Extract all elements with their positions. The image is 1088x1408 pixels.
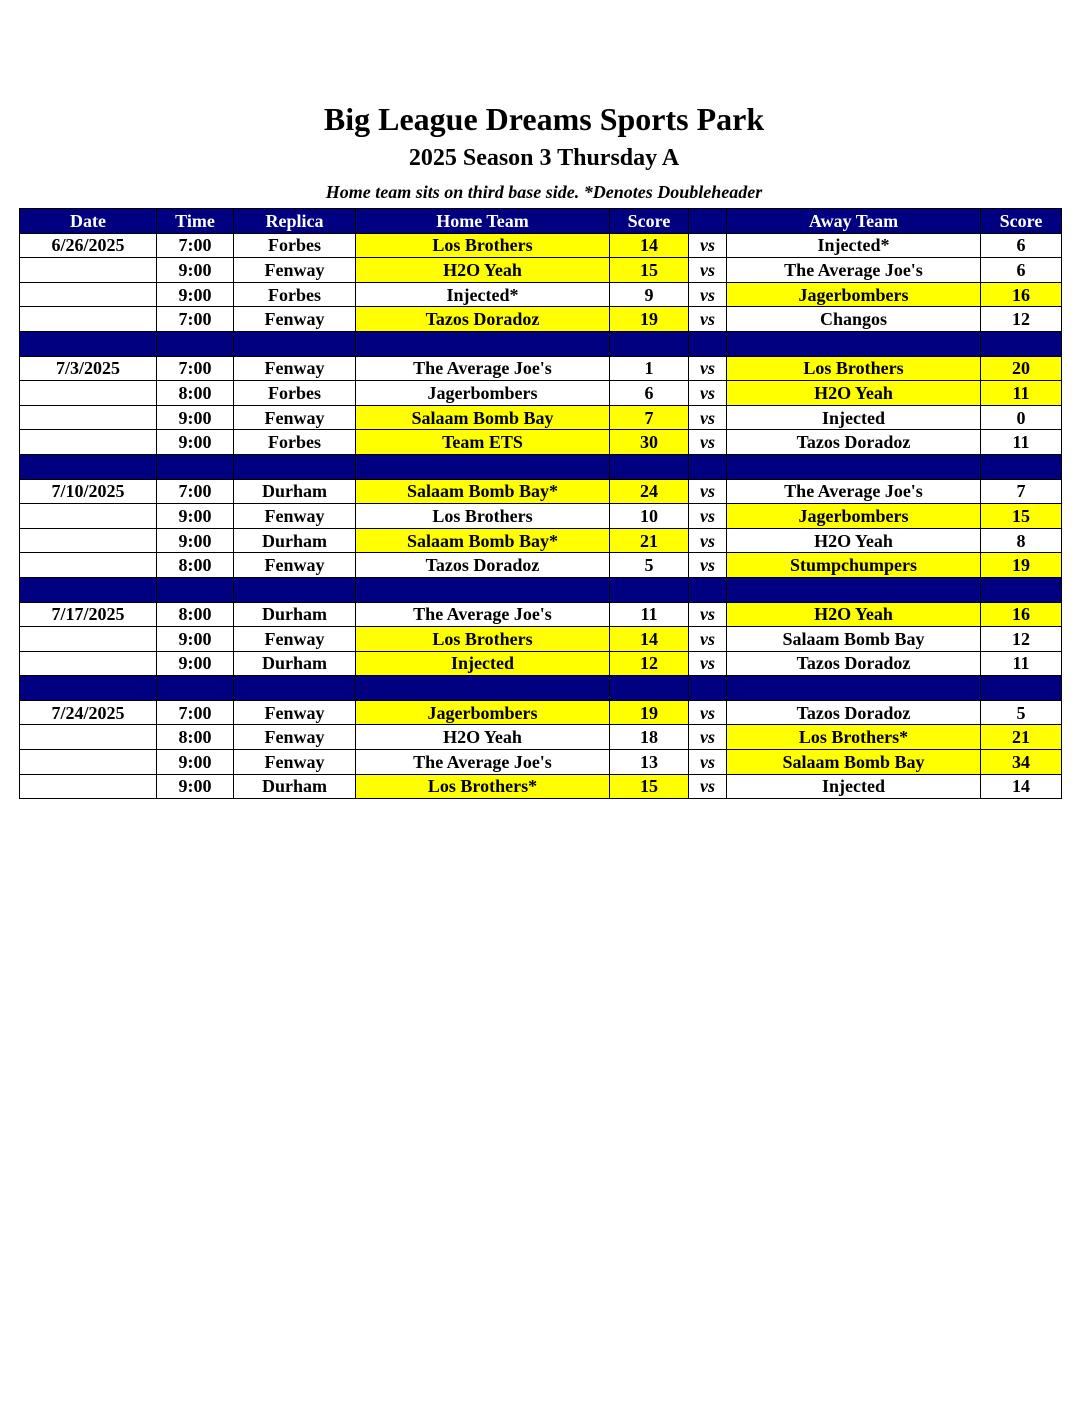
away-score-cell: 15 xyxy=(981,504,1062,529)
away-team-cell: Los Brothers* xyxy=(727,725,981,750)
away-score-cell: 34 xyxy=(981,750,1062,775)
replica-cell: Fenway xyxy=(234,356,356,381)
separator-cell xyxy=(234,577,356,602)
vs-cell: vs xyxy=(689,258,727,283)
date-cell xyxy=(20,725,157,750)
separator-cell xyxy=(20,577,157,602)
vs-cell: vs xyxy=(689,307,727,332)
home-score-cell: 24 xyxy=(610,479,689,504)
home-team-cell: Injected xyxy=(356,651,610,676)
time-cell: 9:00 xyxy=(157,528,234,553)
column-header-home-score: Score xyxy=(610,209,689,234)
away-team-cell: Tazos Doradoz xyxy=(727,651,981,676)
replica-cell: Forbes xyxy=(234,282,356,307)
time-cell: 9:00 xyxy=(157,405,234,430)
replica-cell: Forbes xyxy=(234,381,356,406)
separator-cell xyxy=(356,331,610,356)
separator-cell xyxy=(356,676,610,701)
vs-cell: vs xyxy=(689,553,727,578)
separator-cell xyxy=(689,676,727,701)
away-score-cell: 20 xyxy=(981,356,1062,381)
away-score-cell: 16 xyxy=(981,282,1062,307)
separator-cell xyxy=(20,676,157,701)
replica-cell: Fenway xyxy=(234,258,356,283)
date-cell: 7/3/2025 xyxy=(20,356,157,381)
time-cell: 7:00 xyxy=(157,479,234,504)
away-score-cell: 14 xyxy=(981,774,1062,799)
week-separator-row xyxy=(20,577,1062,602)
time-cell: 9:00 xyxy=(157,774,234,799)
separator-cell xyxy=(981,331,1062,356)
away-score-cell: 5 xyxy=(981,700,1062,725)
replica-cell: Durham xyxy=(234,479,356,504)
separator-cell xyxy=(610,676,689,701)
home-team-cell: Tazos Doradoz xyxy=(356,553,610,578)
time-cell: 7:00 xyxy=(157,307,234,332)
separator-cell xyxy=(610,454,689,479)
header-row xyxy=(20,209,1062,234)
vs-cell: vs xyxy=(689,528,727,553)
away-team-cell: H2O Yeah xyxy=(727,602,981,627)
home-score-cell: 19 xyxy=(610,700,689,725)
vs-cell: vs xyxy=(689,282,727,307)
table-row xyxy=(20,627,1062,652)
table-row xyxy=(20,553,1062,578)
table-row xyxy=(20,504,1062,529)
separator-cell xyxy=(356,577,610,602)
separator-cell xyxy=(157,676,234,701)
home-score-cell: 13 xyxy=(610,750,689,775)
time-cell: 7:00 xyxy=(157,700,234,725)
vs-cell: vs xyxy=(689,233,727,258)
home-team-cell: The Average Joe's xyxy=(356,750,610,775)
away-score-cell: 7 xyxy=(981,479,1062,504)
home-team-cell: Jagerbombers xyxy=(356,381,610,406)
column-header-away-team: Away Team xyxy=(727,209,981,234)
away-score-cell: 11 xyxy=(981,430,1062,455)
table-row xyxy=(20,602,1062,627)
table-row xyxy=(20,528,1062,553)
table-row xyxy=(20,430,1062,455)
away-score-cell: 16 xyxy=(981,602,1062,627)
table-header xyxy=(20,209,1062,234)
separator-cell xyxy=(356,454,610,479)
replica-cell: Durham xyxy=(234,774,356,799)
home-team-cell: Los Brothers xyxy=(356,627,610,652)
home-score-cell: 7 xyxy=(610,405,689,430)
vs-cell: vs xyxy=(689,479,727,504)
replica-cell: Fenway xyxy=(234,307,356,332)
vs-cell: vs xyxy=(689,651,727,676)
home-score-cell: 6 xyxy=(610,381,689,406)
separator-cell xyxy=(234,454,356,479)
column-header-replica: Replica xyxy=(234,209,356,234)
home-team-cell: Tazos Doradoz xyxy=(356,307,610,332)
replica-cell: Forbes xyxy=(234,430,356,455)
home-score-cell: 9 xyxy=(610,282,689,307)
date-cell xyxy=(20,405,157,430)
replica-cell: Fenway xyxy=(234,504,356,529)
vs-cell: vs xyxy=(689,381,727,406)
vs-cell: vs xyxy=(689,774,727,799)
home-team-cell: H2O Yeah xyxy=(356,725,610,750)
away-score-cell: 12 xyxy=(981,627,1062,652)
table-row xyxy=(20,700,1062,725)
vs-cell: vs xyxy=(689,504,727,529)
table-row xyxy=(20,774,1062,799)
separator-cell xyxy=(727,454,981,479)
home-team-cell: Salaam Bomb Bay xyxy=(356,405,610,430)
date-cell xyxy=(20,774,157,799)
home-score-cell: 30 xyxy=(610,430,689,455)
away-team-cell: Tazos Doradoz xyxy=(727,700,981,725)
table-row xyxy=(20,405,1062,430)
vs-cell: vs xyxy=(689,602,727,627)
date-cell xyxy=(20,553,157,578)
away-team-cell: The Average Joe's xyxy=(727,258,981,283)
table-row xyxy=(20,651,1062,676)
away-team-cell: Tazos Doradoz xyxy=(727,430,981,455)
away-team-cell: Jagerbombers xyxy=(727,282,981,307)
home-score-cell: 14 xyxy=(610,627,689,652)
table-row xyxy=(20,750,1062,775)
home-team-cell: Los Brothers xyxy=(356,233,610,258)
away-team-cell: Salaam Bomb Bay xyxy=(727,750,981,775)
away-team-cell: Injected xyxy=(727,405,981,430)
time-cell: 9:00 xyxy=(157,430,234,455)
column-header-vs xyxy=(689,209,727,234)
separator-cell xyxy=(981,577,1062,602)
separator-cell xyxy=(234,331,356,356)
date-cell xyxy=(20,258,157,283)
time-cell: 8:00 xyxy=(157,553,234,578)
time-cell: 9:00 xyxy=(157,627,234,652)
away-team-cell: H2O Yeah xyxy=(727,528,981,553)
table-row xyxy=(20,356,1062,381)
date-cell: 7/10/2025 xyxy=(20,479,157,504)
home-team-cell: Salaam Bomb Bay* xyxy=(356,528,610,553)
home-score-cell: 15 xyxy=(610,774,689,799)
table-body xyxy=(20,233,1062,799)
away-team-cell: Stumpchumpers xyxy=(727,553,981,578)
time-cell: 8:00 xyxy=(157,381,234,406)
vs-cell: vs xyxy=(689,700,727,725)
date-cell xyxy=(20,528,157,553)
home-team-cell: The Average Joe's xyxy=(356,602,610,627)
vs-cell: vs xyxy=(689,627,727,652)
vs-cell: vs xyxy=(689,725,727,750)
home-team-cell: H2O Yeah xyxy=(356,258,610,283)
home-score-cell: 1 xyxy=(610,356,689,381)
table-row xyxy=(20,233,1062,258)
column-header-date: Date xyxy=(20,209,157,234)
away-score-cell: 6 xyxy=(981,258,1062,283)
date-cell: 6/26/2025 xyxy=(20,233,157,258)
table-row xyxy=(20,725,1062,750)
schedule-note: Home team sits on third base side. *Denotes Doubleheader xyxy=(325,182,763,202)
away-team-cell: H2O Yeah xyxy=(727,381,981,406)
away-team-cell: Jagerbombers xyxy=(727,504,981,529)
date-cell xyxy=(20,430,157,455)
home-score-cell: 11 xyxy=(610,602,689,627)
away-score-cell: 6 xyxy=(981,233,1062,258)
replica-cell: Durham xyxy=(234,651,356,676)
home-score-cell: 19 xyxy=(610,307,689,332)
week-separator-row xyxy=(20,676,1062,701)
column-header-away-score: Score xyxy=(981,209,1062,234)
away-score-cell: 11 xyxy=(981,651,1062,676)
separator-cell xyxy=(689,577,727,602)
home-score-cell: 10 xyxy=(610,504,689,529)
separator-cell xyxy=(610,577,689,602)
column-header-time: Time xyxy=(157,209,234,234)
table-row xyxy=(20,258,1062,283)
replica-cell: Durham xyxy=(234,528,356,553)
home-team-cell: The Average Joe's xyxy=(356,356,610,381)
separator-cell xyxy=(727,577,981,602)
schedule-table xyxy=(19,208,1062,799)
page-subtitle: 2025 Season 3 Thursday A xyxy=(408,145,680,171)
separator-cell xyxy=(981,454,1062,479)
separator-cell xyxy=(610,331,689,356)
away-team-cell: The Average Joe's xyxy=(727,479,981,504)
away-score-cell: 0 xyxy=(981,405,1062,430)
time-cell: 9:00 xyxy=(157,258,234,283)
time-cell: 8:00 xyxy=(157,602,234,627)
date-cell xyxy=(20,750,157,775)
date-cell: 7/24/2025 xyxy=(20,700,157,725)
table-row xyxy=(20,307,1062,332)
separator-cell xyxy=(689,454,727,479)
time-cell: 7:00 xyxy=(157,356,234,381)
column-header-home-team: Home Team xyxy=(356,209,610,234)
table-row xyxy=(20,381,1062,406)
home-team-cell: Jagerbombers xyxy=(356,700,610,725)
time-cell: 8:00 xyxy=(157,725,234,750)
home-team-cell: Injected* xyxy=(356,282,610,307)
replica-cell: Forbes xyxy=(234,233,356,258)
home-team-cell: Salaam Bomb Bay* xyxy=(356,479,610,504)
away-team-cell: Injected xyxy=(727,774,981,799)
home-score-cell: 14 xyxy=(610,233,689,258)
separator-cell xyxy=(981,676,1062,701)
replica-cell: Fenway xyxy=(234,553,356,578)
away-team-cell: Salaam Bomb Bay xyxy=(727,627,981,652)
home-score-cell: 18 xyxy=(610,725,689,750)
separator-cell xyxy=(727,331,981,356)
replica-cell: Fenway xyxy=(234,627,356,652)
away-team-cell: Injected* xyxy=(727,233,981,258)
away-team-cell: Los Brothers xyxy=(727,356,981,381)
separator-cell xyxy=(157,577,234,602)
week-separator-row xyxy=(20,454,1062,479)
separator-cell xyxy=(20,454,157,479)
page-title: Big League Dreams Sports Park xyxy=(323,101,765,137)
date-cell xyxy=(20,627,157,652)
replica-cell: Durham xyxy=(234,602,356,627)
date-cell xyxy=(20,307,157,332)
date-cell xyxy=(20,381,157,406)
replica-cell: Fenway xyxy=(234,725,356,750)
separator-cell xyxy=(20,331,157,356)
vs-cell: vs xyxy=(689,405,727,430)
separator-cell xyxy=(157,331,234,356)
separator-cell xyxy=(157,454,234,479)
home-score-cell: 21 xyxy=(610,528,689,553)
time-cell: 7:00 xyxy=(157,233,234,258)
vs-cell: vs xyxy=(689,356,727,381)
home-score-cell: 12 xyxy=(610,651,689,676)
table-row xyxy=(20,282,1062,307)
home-score-cell: 15 xyxy=(610,258,689,283)
time-cell: 9:00 xyxy=(157,651,234,676)
away-score-cell: 11 xyxy=(981,381,1062,406)
separator-cell xyxy=(234,676,356,701)
away-score-cell: 8 xyxy=(981,528,1062,553)
vs-cell: vs xyxy=(689,750,727,775)
away-score-cell: 19 xyxy=(981,553,1062,578)
replica-cell: Fenway xyxy=(234,750,356,775)
date-cell xyxy=(20,282,157,307)
date-cell xyxy=(20,651,157,676)
away-score-cell: 12 xyxy=(981,307,1062,332)
home-team-cell: Team ETS xyxy=(356,430,610,455)
replica-cell: Fenway xyxy=(234,405,356,430)
home-team-cell: Los Brothers xyxy=(356,504,610,529)
time-cell: 9:00 xyxy=(157,750,234,775)
time-cell: 9:00 xyxy=(157,282,234,307)
away-team-cell: Changos xyxy=(727,307,981,332)
home-team-cell: Los Brothers* xyxy=(356,774,610,799)
home-score-cell: 5 xyxy=(610,553,689,578)
away-score-cell: 21 xyxy=(981,725,1062,750)
time-cell: 9:00 xyxy=(157,504,234,529)
replica-cell: Fenway xyxy=(234,700,356,725)
table-row xyxy=(20,479,1062,504)
date-cell xyxy=(20,504,157,529)
week-separator-row xyxy=(20,331,1062,356)
vs-cell: vs xyxy=(689,430,727,455)
separator-cell xyxy=(689,331,727,356)
date-cell: 7/17/2025 xyxy=(20,602,157,627)
separator-cell xyxy=(727,676,981,701)
